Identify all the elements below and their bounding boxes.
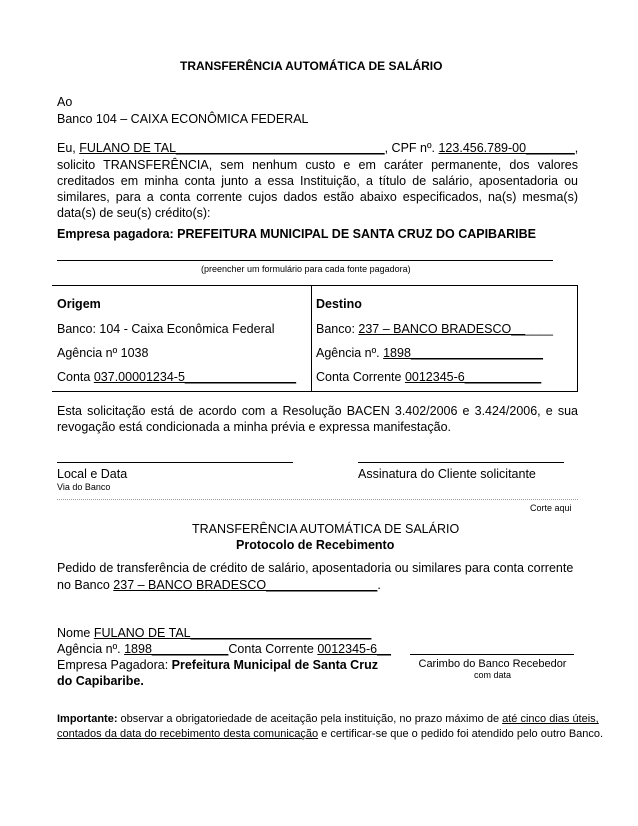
destination-agency-label: Agência nº.	[316, 346, 384, 360]
request-body: solicito TRANSFERÊNCIA, sem nenhum custo e em caráter permanente, dos valores creditados em minha conta junto a essa Instituição, a título de salário, aposentadoria ou similares, para a conta corrente cujos dados estão abaixo especificados, na(s) mesma(s) data(s) de seu(s) crédito(s):	[57, 158, 578, 220]
origin-account	[57, 369, 296, 385]
table-bottom-border	[52, 391, 578, 392]
receipt-bank-suffix: .	[377, 578, 381, 592]
destination-agency-fill: 1898___________________	[383, 346, 544, 360]
receipt-subtitle: Protocolo de Recebimento	[236, 538, 395, 552]
important-line-2	[57, 727, 603, 741]
receipt-name-line	[57, 625, 371, 641]
stamp-line	[410, 654, 574, 655]
destination-bank	[316, 321, 553, 337]
payer-label: Empresa pagadora: PREFEITURA MUNICIPAL DE SANTA CRUZ DO CAPIBARIBE	[57, 227, 536, 241]
receipt-agency-line	[57, 641, 391, 657]
payer-underline	[57, 260, 553, 261]
request-line-1-end: ,	[574, 141, 579, 155]
stamp-label: Carimbo do Banco Recebedor	[418, 658, 567, 670]
request-prefix: Eu,	[57, 141, 80, 155]
important-label: Importante:	[57, 713, 118, 725]
receipt-account-fill: 0012345-6__	[317, 642, 392, 656]
destination-agency	[316, 345, 543, 361]
place-date-line	[57, 462, 293, 463]
receipt-agency-label: Agência nº.	[57, 642, 125, 656]
receipt-account-label: Conta Corrente	[228, 642, 318, 656]
destination-heading: Destino	[316, 297, 362, 311]
page-title: TRANSFERÊNCIA AUTOMÁTICA DE SALÁRIO	[180, 59, 443, 73]
table-top-border	[52, 285, 578, 286]
bank-copy-label: Via do Banco	[57, 482, 111, 492]
receipt-agency-fill: 1898___________	[124, 642, 229, 656]
cut-here-label: Corte aqui	[530, 503, 572, 513]
client-name-fill: FULANO DE TAL______________________________	[79, 141, 385, 155]
receipt-bank-line	[57, 577, 381, 593]
addressee-bank: Banco 104 – CAIXA ECONÔMICA FEDERAL	[57, 112, 309, 126]
receipt-company-label: Empresa Pagadora:	[57, 658, 172, 672]
table-divider	[311, 285, 312, 391]
receipt-company-line	[57, 657, 378, 673]
destination-account	[316, 369, 541, 385]
request-line-1	[57, 140, 578, 156]
origin-heading: Origem	[57, 297, 101, 311]
stamp-sublabel: com data	[473, 670, 512, 680]
signature-line	[358, 462, 564, 463]
important-line-1	[57, 712, 599, 726]
destination-account-label: Conta Corrente	[316, 370, 405, 384]
important-text-a: observar a obrigatoriedade de aceitação pela instituição, no prazo máximo de	[117, 713, 503, 725]
origin-bank: Banco: 104 - Caixa Econômica Federal	[57, 322, 275, 336]
resolution-text: Esta solicitação está de acordo com a Resolução BACEN 3.402/2006 e 3.424/2006, e sua revogação está condicionada a minha prévia e expressa manifestação.	[57, 404, 578, 434]
receipt-bank-fill: 237 – BANCO BRADESCO________________	[113, 578, 378, 592]
cpf-label: , CPF nº.	[384, 141, 439, 155]
receipt-title: TRANSFERÊNCIA AUTOMÁTICA DE SALÁRIO	[192, 522, 460, 536]
important-text-d: e certificar-se que o pedido foi atendido pelo outro Banco.	[318, 728, 604, 740]
receipt-name-label: Nome	[57, 626, 94, 640]
origin-agency: Agência nº 1038	[57, 346, 149, 360]
cut-line	[57, 499, 578, 500]
addressee-label: Ao	[57, 95, 73, 109]
destination-bank-fill: 237 – BANCO BRADESCO__	[358, 322, 526, 336]
origin-account-label: Conta	[57, 370, 94, 384]
table-right-border	[577, 285, 578, 391]
destination-account-fill: 0012345-6___________	[404, 370, 542, 384]
receipt-company-value: Prefeitura Municipal de Santa Cruz	[171, 658, 378, 672]
receipt-request-text: Pedido de transferência de crédito de salário, aposentadoria ou similares para conta corrente	[57, 561, 574, 575]
receipt-company-value-2: do Capibaribe.	[57, 674, 144, 688]
place-date-label: Local e Data	[57, 467, 128, 481]
payer-note: (preencher um formulário para cada fonte pagadora)	[201, 264, 411, 274]
cpf-fill: 123.456.789-00_______	[438, 141, 575, 155]
important-text-c: contados da data do recebimento desta comunicação	[57, 728, 319, 740]
origin-account-fill: 037.00001234-5________________	[93, 370, 297, 384]
destination-bank-label: Banco:	[316, 322, 359, 336]
client-signature-label: Assinatura do Cliente solicitante	[358, 467, 536, 481]
important-text-b: até cinco dias úteis,	[502, 713, 599, 725]
destination-bank-tail: ____	[525, 322, 553, 336]
receipt-bank-prefix: no Banco	[57, 578, 114, 592]
receipt-name-fill: FULANO DE TAL__________________________	[93, 626, 372, 640]
